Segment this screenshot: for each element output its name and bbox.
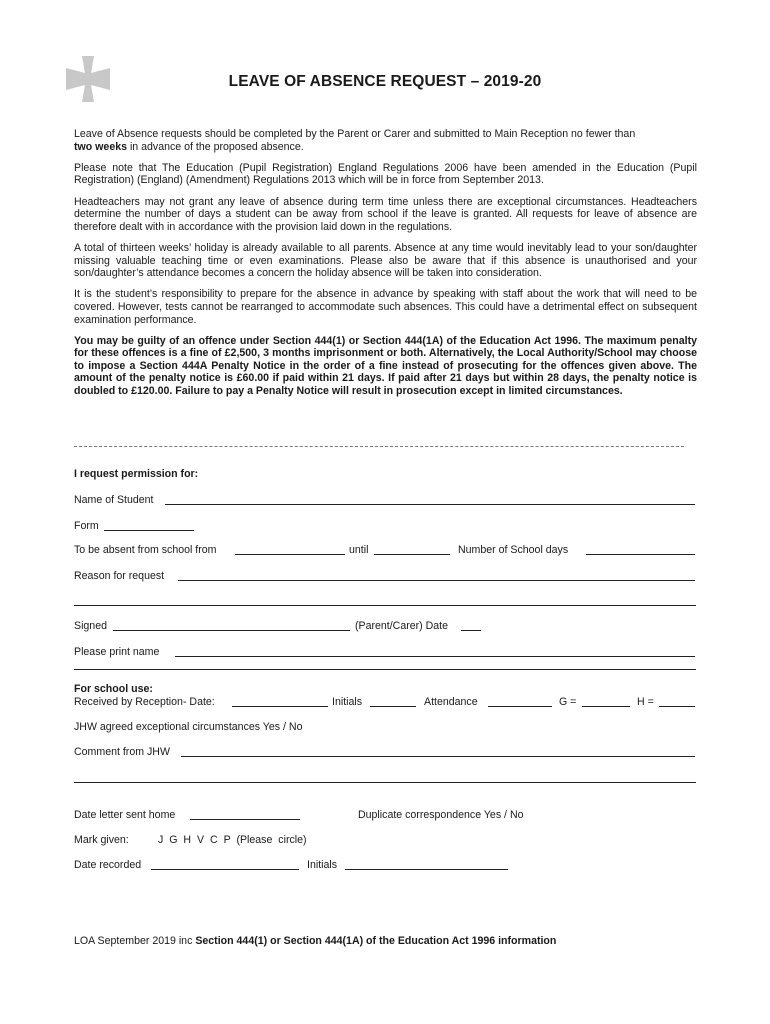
intro-p1-text: Leave of Absence requests should be completed by the Parent or Carer and submitted to Main Reception no fewer than [74, 128, 636, 140]
date-letter-label: Date letter sent home [74, 809, 176, 821]
intro-paragraph-4: A total of thirteen weeks’ holiday is already available to all parents. Absence at any time would inevitably lead to your son/daughter missing valuable teaching time or even examinations. Please also be aware that if this absence is unauthorised and your son/daughter’s attendance becomes a concern the holiday absence will be taken into consideration. [74, 241, 697, 280]
h-label: H = [637, 696, 654, 708]
comment-field[interactable] [181, 756, 695, 757]
until-field[interactable] [374, 554, 450, 555]
footer-plain-text: LOA September 2019 inc [74, 935, 196, 947]
date-letter-field[interactable] [190, 819, 300, 820]
intro-p1-bold: two weeks [74, 140, 127, 153]
footer-note [74, 935, 556, 948]
school-use-heading: For school use: [74, 683, 153, 695]
intro-text [74, 128, 697, 406]
attendance-label: Attendance [424, 696, 478, 708]
attendance-field[interactable] [488, 706, 552, 707]
num-days-label: Number of School days [458, 544, 569, 556]
parent-date-label: (Parent/Carer) Date [355, 620, 449, 632]
received-label: Received by Reception- Date: [74, 696, 215, 708]
mark-codes-text: J G H V C P (Please circle) [158, 834, 307, 846]
initials-field[interactable] [370, 706, 416, 707]
intro-paragraph-5: It is the student’s responsibility to prepare for the absence in advance by speaking with staff about the work that will need to be covered. However, tests cannot be rearranged to accommodate such absences. This could have a detrimental effect on subsequent examination performance. [74, 288, 697, 326]
intro-paragraph-3: Headteachers may not grant any leave of absence during term time unless there are exceptional circumstances. Headteachers determine the number of days a student can be away from school if the leave is granted. All requests for leave of absence are therefore dealt with in accordance with the provision laid down in the regulations. [74, 195, 697, 233]
print-name-label: Please print name [74, 646, 160, 658]
comment-label: Comment from JHW [74, 746, 170, 758]
dashed-divider [74, 446, 684, 447]
form-field[interactable] [104, 530, 194, 531]
form-label: Form [74, 520, 99, 532]
jhw-agreed-text: JHW agreed exceptional circumstances Yes / No [74, 721, 303, 733]
intro-paragraph-2: Please note that The Education (Pupil Registration) England Regulations 2006 have been amended in the Education (Pupil Registration) (England) (Amendment) Regulations 2013 which will be in force from September 2013. [74, 161, 697, 187]
section-divider-line [74, 669, 696, 670]
initials-label: Initials [332, 696, 363, 708]
absent-from-field[interactable] [235, 554, 345, 555]
student-name-field[interactable] [165, 504, 695, 505]
footer-bold-text: Section 444(1) or Section 444(1A) of the Education Act 1996 information [195, 935, 557, 947]
comment-field-line-2[interactable] [74, 782, 696, 783]
mark-given-label: Mark given: [74, 834, 129, 846]
print-name-field[interactable] [175, 656, 695, 657]
date-recorded-label: Date recorded [74, 859, 142, 871]
intro-p1-tail: in advance of the proposed absence. [127, 140, 304, 153]
parent-date-field[interactable] [461, 630, 481, 631]
absent-from-label: To be absent from school from [74, 544, 217, 556]
intro-paragraph-1 [74, 128, 697, 153]
duplicate-correspondence-text: Duplicate correspondence Yes / No [358, 809, 524, 821]
num-days-field[interactable] [586, 554, 695, 555]
page-title: LEAVE OF ABSENCE REQUEST – 2019-20 [228, 73, 542, 90]
received-date-field[interactable] [232, 706, 328, 707]
date-recorded-field[interactable] [151, 869, 299, 870]
g-label: G = [559, 696, 577, 708]
signature-field[interactable] [113, 630, 350, 631]
reason-field-line-2[interactable] [74, 605, 696, 606]
initials2-field[interactable] [345, 869, 508, 870]
h-field[interactable] [659, 706, 695, 707]
legal-warning-paragraph: You may be guilty of an offence under Section 444(1) or Section 444(1A) of the Education Act 1996. The maximum penalty for these offences is a fine of £2,500, 3 months imprisonment or both. Alternatively, the Local Authority/School may choose to impose a Section 444A Penalty Notice in the order of a fine instead of prosecuting for the offences given above. The amount of the penalty notice is £60.00 if paid within 21 days. If paid after 21 days but within 28 days, the penalty notice is doubled to £120.00. Failure to pay a Penalty Notice will result in prosecution except in limited circumstances. [74, 334, 697, 398]
student-name-label: Name of Student [74, 494, 154, 506]
until-label: until [349, 544, 369, 556]
signed-label: Signed [74, 620, 107, 632]
initials2-label: Initials [307, 859, 338, 871]
reason-field[interactable] [178, 580, 695, 581]
request-heading: I request permission for: [74, 468, 199, 480]
reason-label: Reason for request [74, 570, 165, 582]
g-field[interactable] [582, 706, 630, 707]
